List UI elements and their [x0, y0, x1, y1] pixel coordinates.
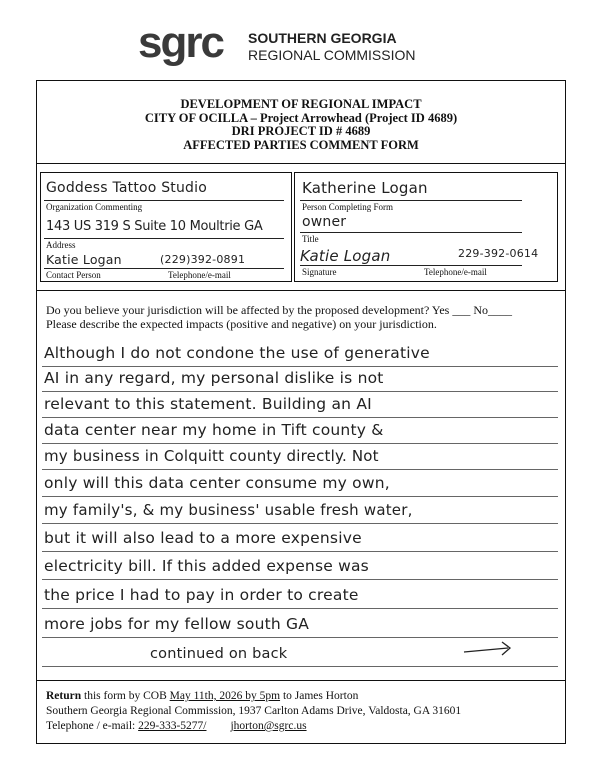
writing-line: [42, 551, 558, 552]
underline: [300, 200, 522, 201]
header-title: DEVELOPMENT OF REGIONAL IMPACT: [180, 97, 422, 111]
contact-person-value: Katie Logan: [46, 252, 122, 267]
comment-line-6: only will this data center consume my own,: [44, 474, 390, 492]
contact-phone-label: Telephone/e-mail: [168, 270, 231, 280]
return-phone: 229-333-5277/: [138, 720, 207, 732]
underline: [44, 200, 284, 201]
return-date: May 11th, 2026 by 5pm: [169, 690, 281, 702]
sgrc-logo-mark: sgrc: [138, 18, 223, 67]
comment-line-3: relevant to this statement. Building an AI: [44, 395, 372, 413]
signature-value: Katie Logan: [300, 247, 391, 265]
arrow-right-icon: [464, 640, 514, 660]
underline: [300, 265, 522, 266]
writing-line: [42, 443, 558, 444]
signature-phone-label: Telephone/e-mail: [424, 267, 487, 277]
comment-line-1: Although I do not condone the use of generative: [44, 344, 430, 362]
writing-line: [42, 637, 558, 638]
return-email[interactable]: jhorton@sgrc.us: [230, 720, 307, 732]
divider: [36, 680, 566, 681]
underline: [44, 238, 284, 239]
organization-value: Goddess Tattoo Studio: [46, 180, 208, 196]
organization-label: Organization Commenting: [46, 202, 143, 212]
writing-line: [42, 417, 558, 418]
writing-line: [42, 608, 558, 609]
writing-line: [42, 579, 558, 580]
writing-line: [42, 366, 558, 367]
writing-line: [42, 391, 558, 392]
header-project: CITY OF OCILLA – Project Arrowhead (Project ID 4689): [144, 110, 458, 125]
comment-line-5: my business in Colquitt county directly. Not: [44, 447, 379, 465]
underline: [44, 268, 284, 269]
divider: [36, 290, 566, 291]
comment-line-7: my family's, & my business' usable fresh water,: [44, 501, 413, 519]
signature-label: Signature: [302, 267, 337, 277]
writing-line: [42, 496, 558, 497]
return-line-1: Return this form by COB May 11th, 2026 by 5pm to James Horton: [46, 690, 359, 702]
comment-line-8: but it will also lead to a more expensive: [44, 529, 362, 547]
return-address: Southern Georgia Regional Commission, 1937 Carlton Adams Drive, Valdosta, GA 31601: [46, 705, 462, 717]
writing-line: [42, 523, 558, 524]
form-header: [36, 98, 566, 152]
person-label: Person Completing Form: [302, 202, 394, 212]
header-dri-id: DRI PROJECT ID # 4689: [231, 124, 371, 138]
writing-line: [42, 469, 558, 470]
header-form-name: AFFECTED PARTIES COMMENT FORM: [183, 137, 419, 152]
title-value: owner: [302, 214, 347, 230]
logo-line-2: REGIONAL COMMISSION: [248, 47, 416, 63]
comment-line-10: the price I had to pay in order to create: [44, 586, 359, 604]
title-label: Title: [302, 234, 319, 244]
return-contact: Telephone / e-mail: 229-333-5277/ jhorton@sgrc.us: [46, 720, 307, 732]
comment-line-11: more jobs for my fellow south GA: [44, 615, 310, 633]
comment-continued: continued on back: [150, 646, 288, 662]
signature-phone-value: 229-392-0614: [458, 247, 539, 260]
person-value: Katherine Logan: [302, 179, 428, 197]
address-value: 143 US 319 S Suite 10 Moultrie GA: [46, 219, 263, 234]
comment-line-9: electricity bill. If this added expense was: [44, 557, 369, 575]
question-affected: Do you believe your jurisdiction will be affected by the proposed development? Yes ___ No____: [46, 303, 513, 317]
writing-line: [42, 666, 558, 667]
underline: [300, 232, 522, 233]
contact-phone-value: (229)392-0891: [160, 253, 246, 266]
address-label: Address: [46, 240, 76, 250]
logo-line-1: SOUTHERN GEORGIA: [248, 30, 397, 46]
divider: [36, 163, 566, 164]
comment-line-2: AI in any regard, my personal dislike is not: [44, 369, 384, 387]
question-describe: Please describe the expected impacts (positive and negative) on your jurisdiction.: [46, 317, 437, 331]
comment-line-4: data center near my home in Tift county &: [44, 421, 384, 439]
contact-person-label: Contact Person: [46, 270, 101, 280]
